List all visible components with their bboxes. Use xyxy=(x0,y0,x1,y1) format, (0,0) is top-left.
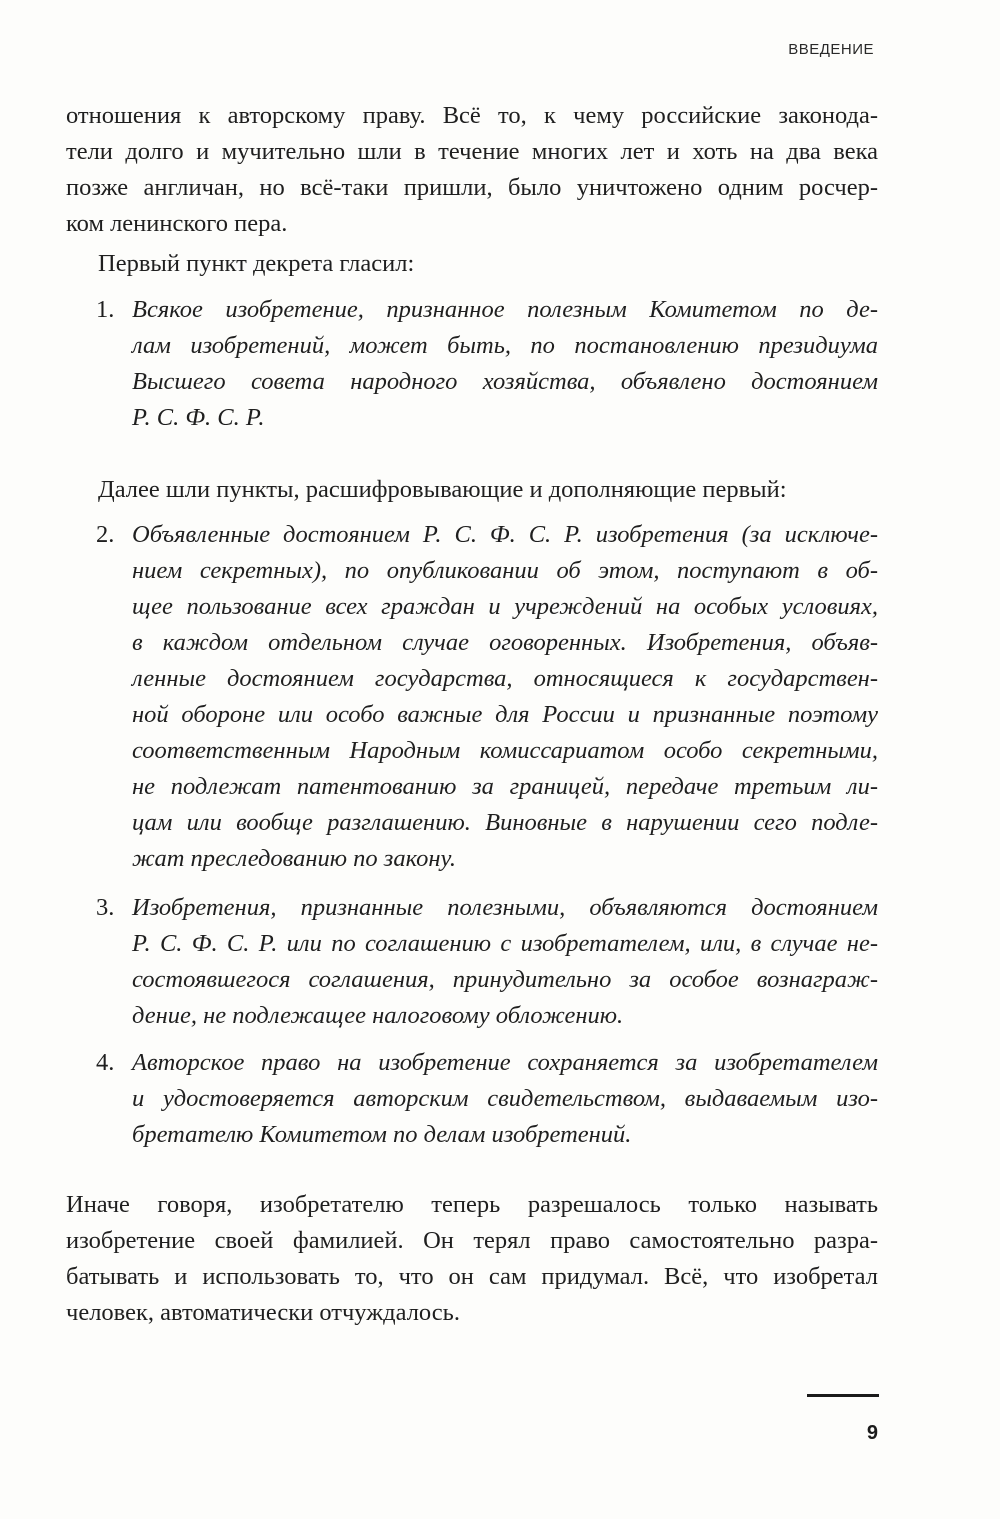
folio-rule xyxy=(807,1394,879,1397)
text-line: ленные достоянием государства, относящиеся к государствен- xyxy=(132,665,878,692)
text-line: Авторское право на изобретение сохраняется за изобретателем xyxy=(132,1049,878,1076)
text-line: щее пользование всех граждан и учреждений на особых условиях, xyxy=(132,593,878,620)
text-line: Изобретения, признанные полезными, объявляются достоянием xyxy=(132,894,878,921)
item-number: 1. xyxy=(96,296,115,323)
text-line: изобретение своей фамилией. Он терял право самостоятельно разра- xyxy=(66,1227,878,1254)
item-text xyxy=(132,1045,878,1153)
text-line: дение, не подлежащее налоговому обложению. xyxy=(132,1002,624,1029)
text-line: Объявленные достоянием Р. С. Ф. С. Р. изобретения (за исключе- xyxy=(132,521,878,548)
text-line: в каждом отдельном случае оговоренных. Изобретения, объяв- xyxy=(132,629,878,656)
text-line: Высшего совета народного хозяйства, объявлено достоянием xyxy=(132,368,878,395)
text-line: соответственным Народным комиссариатом особо секретными, xyxy=(132,737,878,764)
text-line: ной обороне или особо важные для России и признанные поэтому xyxy=(132,701,878,728)
text-line: батывать и использовать то, что он сам придумал. Всё, что изобретал xyxy=(66,1263,878,1290)
page-number: 9 xyxy=(866,1422,878,1444)
text-line: Иначе говоря, изобретателю теперь разрешалось только называть xyxy=(66,1191,878,1218)
text-line: позже англичан, но всё-таки пришли, было уничтожено одним росчер- xyxy=(66,174,878,201)
text-line: ком ленинского пера. xyxy=(66,210,288,237)
text-line: не подлежат патентованию за границей, передаче третьим ли- xyxy=(132,773,878,800)
text-line: Всякое изобретение, признанное полезным Комитетом по де- xyxy=(132,296,878,323)
item-text xyxy=(132,292,878,436)
text-line: Р. С. Ф. С. Р. или по соглашению с изобретателем, или, в случае не- xyxy=(132,930,878,957)
text-line: цам или вообще разглашению. Виновные в нарушении сего подле- xyxy=(132,809,878,836)
paragraph-further xyxy=(98,472,878,508)
paragraph-intro xyxy=(66,98,878,242)
text-line: тели долго и мучительно шли в течение многих лет и хоть на два века xyxy=(66,138,878,165)
text-line: Первый пункт декрета гласил: xyxy=(98,250,415,277)
text-line: жат преследованию по закону. xyxy=(132,845,457,872)
paragraph-conclusion xyxy=(66,1187,878,1331)
item-number: 2. xyxy=(96,521,115,548)
paragraph-decree-intro xyxy=(98,246,878,282)
text-line: состоявшегося соглашения, принудительно за особое вознаграж- xyxy=(132,966,878,993)
item-number: 3. xyxy=(96,894,115,921)
item-text xyxy=(132,517,878,877)
running-head: ВВЕДЕНИЕ xyxy=(788,41,874,58)
text-line: Далее шли пункты, расшифровывающие и дополняющие первый: xyxy=(98,476,787,503)
text-line: отношения к авторскому праву. Всё то, к чему российские законода- xyxy=(66,102,878,129)
item-number: 4. xyxy=(96,1049,115,1076)
text-line: и удостоверяется авторским свидетельством, выдаваемым изо- xyxy=(132,1085,878,1112)
text-line: лам изобретений, может быть, по постановлению президиума xyxy=(132,332,878,359)
item-text xyxy=(132,890,878,1034)
text-line: бретателю Комитетом по делам изобретений. xyxy=(132,1121,632,1148)
text-line: нием секретных), по опубликовании об этом, поступают в об- xyxy=(132,557,878,584)
text-line: человек, автоматически отчуждалось. xyxy=(66,1299,460,1326)
text-line: Р. С. Ф. С. Р. xyxy=(132,404,265,431)
